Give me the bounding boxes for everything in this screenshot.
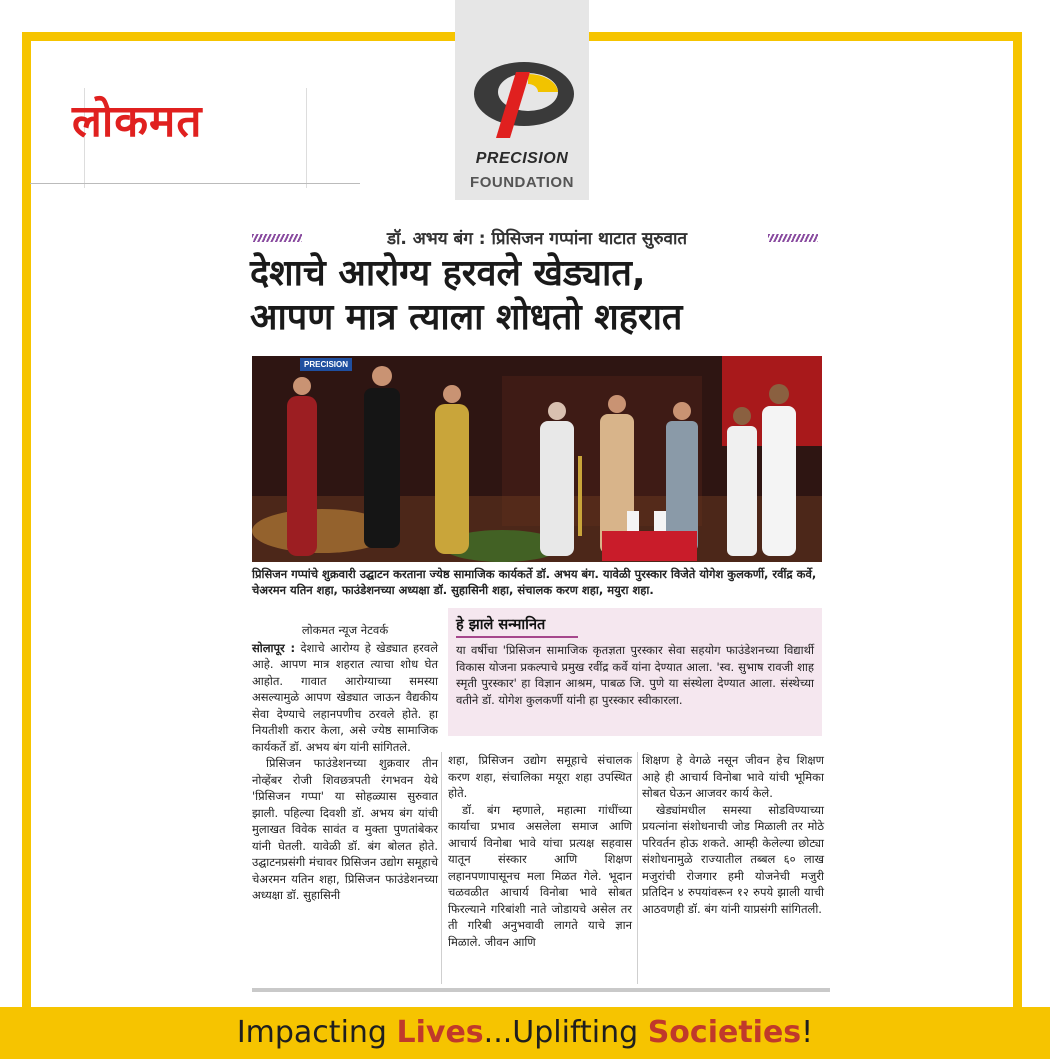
tagline-text: ...Uplifting [483,1015,648,1050]
article-paragraph: खेड्यांमधील समस्या सोडविण्याच्या प्रयत्नांना संशोधनाची जोड मिळाली तर मोठे परिवर्तन होऊ शकते. आम्ही केलेल्या छोट्या संशोधनामुळे राज्यातील तब्बल ६० लाख मजुरांची रोजगार हमी योजनेची मजुरी प्रतिदिन ४ रुपयांवरून १२ रुपये झाली याची आठवणही डॉ. बंग यांनी याप्रसंगी सांगितली. [642,802,824,916]
article-paragraph: शहा, प्रिसिजन उद्योग समूहाचे संचालक करण शहा, संचालिका मयूरा शहा उपस्थित होते. [448,753,632,800]
article-paragraph: प्रिसिजन फाउंडेशनच्या शुक्रवार तीन नोव्हेंबर रोजी शिवछत्रपती रंगभवन येथे 'प्रिसिजन गप्पा' या सोहळ्यास सुरुवात झाली. पहिल्या दिवशी डॉ. अभय बंग यांची मुलाखत विवेक सावंत व मुक्ता पुणतांबेकर यांनी घेतली. यावेळी डॉ. बंग बोलत होते. उद्घाटनप्रसंगी मंचावर प्रिसिजन उद्योग समूहाचे चेअरमन यतिन शहा, प्रिसिजन फाउंडेशनच्या अध्यक्षा डॉ. सुहासिनी [252,756,438,902]
dateline: सोलापूर : [252,640,296,655]
stage-banner: PRECISION [300,358,352,371]
brand-subtitle: FOUNDATION [470,174,574,191]
tagline-text: Impacting [236,1015,397,1050]
article-column-3 [642,752,824,917]
divider [456,636,578,638]
photo-caption: प्रिसिजन गप्पांचे शुक्रवारी उद्घाटन करताना ज्येष्ठ सामाजिक कार्यकर्ते डॉ. अभय बंग. यावेळी पुरस्कार विजेते योगेश कुलकर्णी, रवींद्र कर्वे, चेअरमन यतिन शहा, फाउंडेशनच्या अध्यक्षा डॉ. सुहासिनी शहा, संचालक करण शहा, मयुरा शहा. [252,567,817,597]
honors-body: या वर्षीचा 'प्रिसिजन सामाजिक कृतज्ञता पुरस्कार सेवा सहयोग फाउंडेशनच्या विद्यार्थी विकास योजना प्रकल्पाचे प्रमुख रवींद्र कर्वे यांना देण्यात आला. 'स्व. सुभाष रावजी शाह स्मृती पुरस्कार' हा विज्ञान आश्रम, पाबळ जि. पुणे या संस्थेला देण्यात आला. संस्थेच्या वतीने डॉ. योगेश कुलकर्णी यांनी हा पुरस्कार स्वीकारला. [456,643,814,707]
headline-line: आपण मात्र त्याला शोधतो शहरात [250,297,683,338]
article-headline [250,252,830,340]
article-paragraph: डॉ. बंग म्हणाले, महात्मा गांधींच्या कार्याचा प्रभाव असलेला समाज आणि आचार्य विनोबा भावे यांचा प्रत्यक्ष सहवास यातून संस्कार आणि शिक्षण लहानपणापासूनच मला मिळत गेले. भूदान चळवळीत आचार्य विनोबा भावे सोबत फिरल्याने गरिबांशी नाते जोडायचे असेल तर ती गरिबी अनुभवावी लागते याचे ज्ञान मिळाले. जीवन आणि [448,802,632,949]
kicker-row [252,226,822,250]
column-divider [441,752,442,984]
tagline-text: ! [801,1015,814,1050]
article-kicker: डॉ. अभय बंग : प्रिसिजन गप्पांना थाटात सुरुवात [386,229,688,249]
event-photo [252,356,822,562]
article-column-1 [252,622,438,904]
paragraph-text: देशाचे आरोग्य हे खेड्यात हरवले आहे. आपण मात्र शहरात त्याचा शोध घेत आहोत. गावात आरोग्याच्या समस्या असल्यामुळे आपण खेड्यात जाऊन वैद्यकीय सेवा देण्याचे लहानपणीच ठरवले होते. हा नियतीशी करार केला, असे ज्येष्ठ सामाजिक कार्यकर्ते डॉ. अभय बंग यांनी सांगितले. [252,640,438,754]
column-divider [637,752,638,984]
newspaper-masthead: लोकमत [72,96,203,147]
divider [252,988,830,992]
hatch-decoration [768,234,818,242]
article-paragraph: शिक्षण हे वेगळे नसून जीवन हेच शिक्षण आहे ही आचार्य विनोबा भावे यांची भूमिका सोबत घेऊन आजवर कार्य केले. [642,753,824,800]
precision-logo-icon [466,58,578,138]
brand-name: PRECISION [475,150,569,167]
bureau-credit: लोकमत न्यूज नेटवर्क [301,623,389,637]
honors-title: हे झाले सन्मानित [456,617,546,633]
divider [30,183,360,184]
tagline-bar [0,1007,1050,1059]
tagline-highlight: Societies [647,1015,802,1050]
article-paragraph [252,640,438,756]
tagline-highlight: Lives [396,1015,484,1050]
headline-line: देशाचे आरोग्य हरवले खेड्यात, [250,253,646,294]
honors-box [448,608,822,736]
article-column-2 [448,752,632,950]
event-photo-illustration [252,356,822,562]
